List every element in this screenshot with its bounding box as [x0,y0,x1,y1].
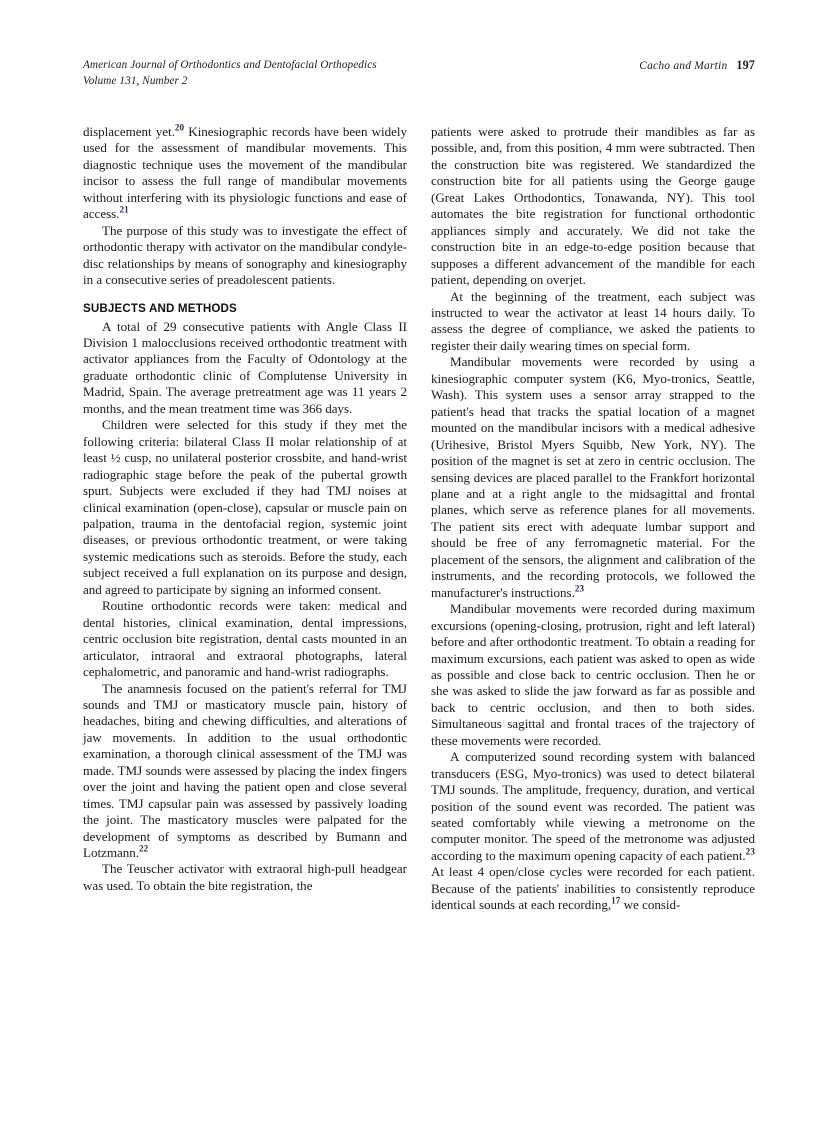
reference-marker: 20 [174,122,185,133]
para-kinesiographic-system: Mandibular movements were recorded by using a kinesiographic computer system (K6, Myo-tronics, Seattle, Wash). This system uses a sensor array strapped to the patient's head that tracks the spatial location of a magnet mounted on the mandibular incisors with a medical adhesive (Urihesive, Bristol Myers Squibb, New York, NY). The position of the magnet is set at zero in centric occlusion. The sensing devices are placed parallel to the Frankfort horizontal plane and at a right angle to the midsagittal and frontal planes, which serve as reference planes for all movements. The patient sits erect with adequate lumbar support and should be free of any ferromagnetic material. For the placement of the sensors, the alignment and calibration of the instruments, and the recording protocols, we followed the manufacturer's instructions.$^{23}$ [431,354,755,600]
reference-marker: 23 [745,846,755,857]
left-column [83,124,407,914]
para-total-29: A total of 29 consecutive patients with Angle Class II Division 1 malocclusions received orthodontic treatment with activator appliances from the Faculty of Odontology at the graduate orthodontic clinic of Complutense University in Madrid, Spain. The average pretreatment age was 11 years 2 months, and the mean treatment time was 366 days. [83,318,407,416]
section-heading-subjects-and-methods: SUBJECTS AND METHODS [83,302,237,316]
running-head [83,58,755,89]
journal-volume-issue: Volume 131, Number 2 [83,74,188,87]
para-protrude: patients were asked to protrude their mandibles as far as possible, and, from this position, 4 mm were subtracted. Then the construction bite was registered. We standardized the construction bite for all patients using the George gauge (Great Lakes Orthodontics, Tonawanda, NY). This tool automates the bite registration for functional orthodontic appliances simply and accurately. We did not take the construction bite in an edge-to-edge position because that supposes a different advancement of the mandible for each patient, depending on overjet. [431,124,755,288]
journal-title: American Journal of Orthodontics and Dentofacial Orthopedics [83,59,377,71]
para-routine-records: Routine orthodontic records were taken: medical and dental histories, clinical examination, dental impressions, centric occlusion bite registration, dental casts mounted in an articulator, intraoral and extraoral photographs, lateral cephalometric, and panoramic and hand-wrist radiographs. [83,598,407,680]
two-column-body [83,124,755,914]
para-selection-criteria: Children were selected for this study if they met the following criteria: bilateral Class II molar relationship of at least ½ cusp, no unilateral posterior crossbite, and hand-wrist radiographic stage before the peak of the pubertal growth spurt. Subjects were excluded if they had TMJ noises at clinical examination (open-close), capsular or muscle pain on palpation, trauma in the dentofacial region, systemic joint diseases, or previous orthodontic treatment, or were taking systemic medications such as steroids. Before the study, each subject received a full explanation on its purpose and design, and agreed to participate by signing an informed consent. [83,417,407,597]
running-head-journal [83,58,377,89]
left-column-paragraphs-before-heading [83,124,407,289]
reference-marker: 23 [574,583,585,594]
para-compliance: At the beginning of the treatment, each subject was instructed to wear the activator at least 14 hours daily. To assess the degree of compliance, we asked the patients to register their daily wearing times on special form. [431,288,755,353]
para-max-excursions: Mandibular movements were recorded during maximum excursions (opening-closing, protrusion, right and left lateral) before and after orthodontic treatment. To obtain a reading for maximum excursions, each patient was asked to open as wide as possible and close back to centric occlusion. Then he or she was asked to slide the jaw forward as far as possible and back to centric occlusion, and then to both sides. Simultaneous sagittal and frontal traces of the trajectory of these movements were recorded. [431,601,755,748]
para-kinesiographic: displacement yet.$^{20}$ Kinesiographic records have been widely used for the assessment of mandibular movements. This diagnostic technique uses the movement of the mandibular incisor to assess the full range of mandibular movements without interfering with its physiologic functions and ease of access.$^{21}$ [83,122,407,222]
right-column-paragraphs [431,124,755,914]
para-sound-recording: A computerized sound recording system with balanced transducers (ESG, Myo-tronics) was used to detect bilateral TMJ sounds. The amplitude, frequency, duration, and vertical position of the sound event was recorded. The patient was seated comfortably while viewing a metronome on the computer monitor. The speed of the metronome was adjusted according to the maximum opening capacity of each patient.$^{23}$ At least 4 open/close cycles were recorded for each patient. Because of the patients' inabilities to consistently reproduce identical sounds at each recording,$^{17}$ we consid- [431,749,755,913]
page-number: 197 [736,58,755,72]
reference-marker: 17 [611,895,621,906]
running-head-authors-page [639,58,755,73]
para-anamnesis: The anamnesis focused on the patient's referral for TMJ sounds and TMJ or masticatory muscle pain, history of headaches, biting and chewing difficulties, and alterations of jaw movements. In addition to the usual orthodontic examination, a thorough clinical assessment of the TMJ was made. TMJ sounds were assessed by placing the index fingers over the joint and having the patient open and close several times. TMJ capsular pain was assessed by passively loading the joint. The masticatory muscles were palpated for the development of symptoms as described by Bumann and Lotzmann.$^{22}$ [83,680,407,861]
para-teuscher: The Teuscher activator with extraoral high-pull headgear was used. To obtain the bite registration, the [83,861,407,893]
reference-marker: 21 [119,204,129,215]
right-column [431,124,755,914]
left-column-paragraphs-after-heading [83,319,407,895]
running-head-authors: Cacho and Martin [639,60,728,72]
reference-marker: 22 [138,843,149,854]
para-purpose: The purpose of this study was to investigate the effect of orthodontic therapy with activator on the mandibular condyle-disc relationships by means of sonography and kinesiography in a consecutive series of preadolescent patients. [83,222,407,288]
